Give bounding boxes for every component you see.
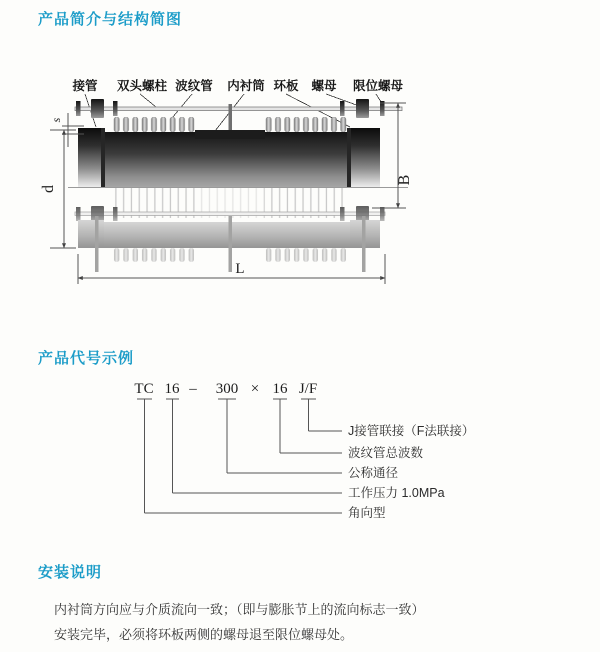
code-part-connection: J/F [298,381,318,397]
label-double-end-stud: 双头螺柱 [116,79,168,93]
code-part-pressure: 16 [164,381,180,397]
product-code-diagram [0,372,600,537]
install-line-2: 安装完毕，必须将环板两侧的螺母退至限位螺母处。 [54,627,354,642]
tie-rod-top [75,99,402,118]
dim-label-L: L [235,261,245,277]
bellows-fins-top-left [112,117,196,132]
install-instructions [54,597,425,647]
lower-half [75,188,385,272]
section-title-code: 产品代号示例 [38,350,135,367]
code-part-dash: – [189,381,197,397]
install-line-1: 内衬筒方向应与介质流向一致；（即与膨胀节上的流向标志一致） [54,602,425,617]
dim-label-s: s [49,117,63,123]
label-connecting-pipe: 接管 [72,79,98,93]
label-nut: 螺母 [311,79,337,93]
diagram-part-labels [71,78,403,93]
code-part-type: TC [134,381,154,397]
structure-diagram [40,60,460,310]
bellows-fins-top-right [264,117,348,132]
dim-label-B: B [396,174,413,186]
label-inner-liner: 内衬筒 [227,79,265,93]
right-ring-plate [347,128,351,187]
main-cylinder [102,132,352,187]
section-title-install: 安装说明 [38,564,103,581]
joint-body [78,128,380,187]
code-part-diameter: 300 [215,381,239,397]
annotation-connection: J接管联接（F法联接） [348,424,475,438]
code-part-waves: 16 [272,381,288,397]
annotation-working-pressure: 工作压力 1.0MPa [348,486,445,500]
right-end-pipe [350,128,380,187]
code-parts [134,381,317,397]
code-annotations [348,423,474,520]
label-limit-nut: 限位螺母 [352,79,404,93]
code-callout-lines [137,399,342,513]
section-title-intro: 产品简介与结构简图 [38,11,183,28]
annotation-nominal-diameter: 公称通径 [348,466,399,480]
left-ring-plate [101,128,105,187]
inner-liner-band [195,130,265,139]
center-stud-top [229,104,233,132]
dim-label-d: d [40,185,57,193]
annotation-angular-type: 角向型 [348,506,386,520]
annotation-wave-count: 波纹管总波数 [348,446,424,460]
label-ring-plate: 环板 [273,79,299,93]
label-bellows: 波纹管 [175,79,213,93]
code-part-times: × [250,381,260,397]
left-end-pipe [78,128,104,187]
